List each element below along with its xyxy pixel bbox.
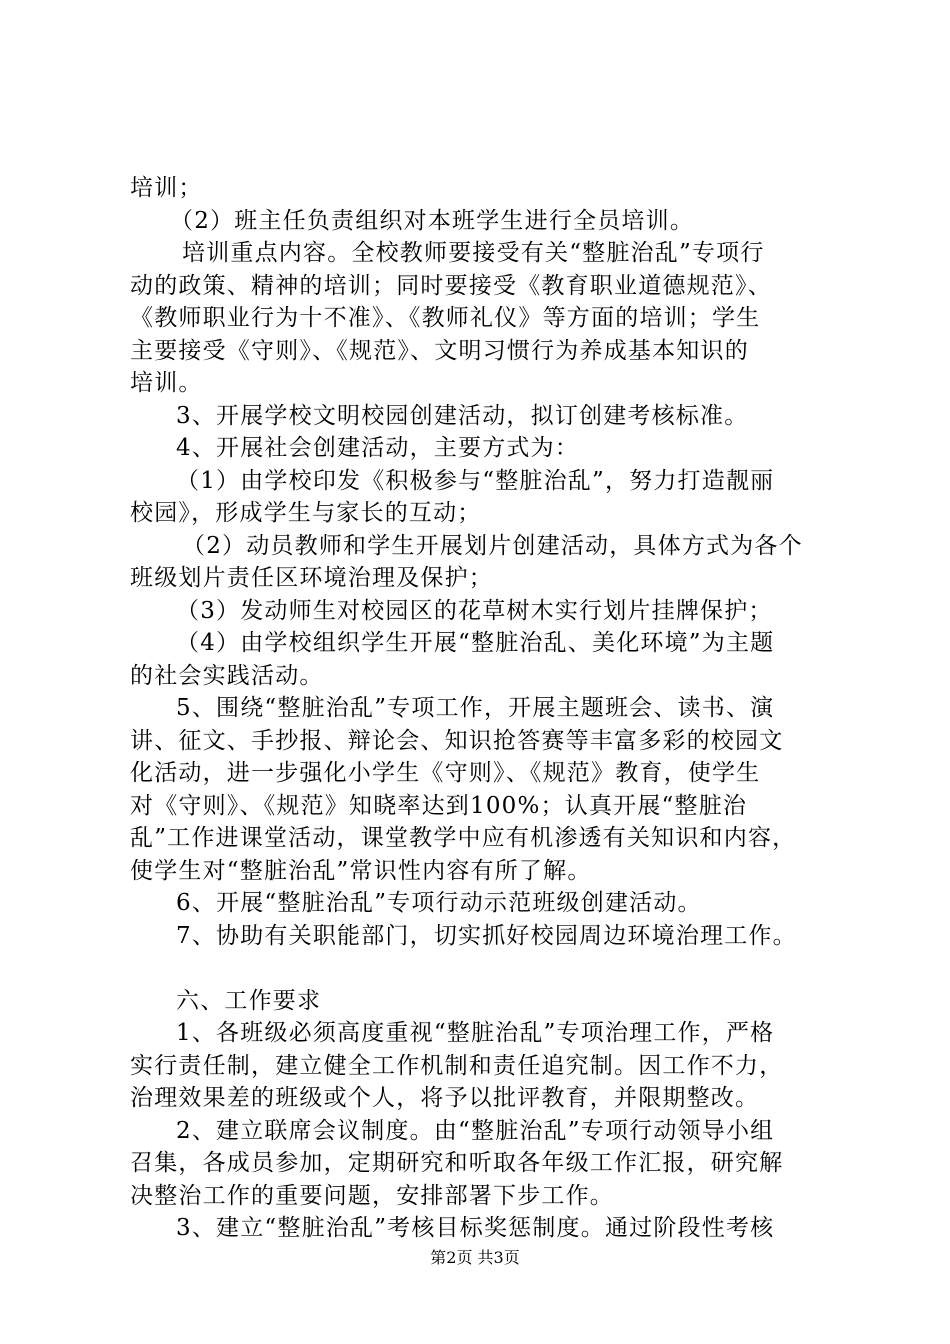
text-line: 治理效果差的班级或个人，将予以批评教育，并限期整改。	[130, 1085, 760, 1111]
text-line: 主要接受《守则》、《规范》、文明习惯行为养成基本知识的	[130, 337, 749, 364]
text-line: 4、开展社会创建活动，主要方式为：	[176, 435, 580, 461]
text-line: 实行责任制，建立健全工作机制和责任追究制。因工作不力，	[130, 1052, 784, 1079]
text-line: 3、建立“整脏治乱”考核目标奖惩制度。通过阶段性考核	[176, 1215, 775, 1241]
text-line: 培训；	[130, 175, 203, 201]
text-line: 2、建立联席会议制度。由“整脏治乱”专项行动领导小组	[176, 1117, 775, 1144]
text-line: （1）由学校印发《积极参与“整脏治乱”，努力打造靓丽	[176, 467, 775, 494]
text-line: 决整治工作的重要问题，安排部署下步工作。	[130, 1182, 614, 1209]
text-line: （2）班主任负责组织对本班学生进行全员培训。	[170, 207, 695, 234]
text-line: 使学生对“整脏治乱”常识性内容有所了解。	[130, 857, 592, 884]
text-line: 7、协助有关职能部门，切实抓好校园周边环境治理工作。	[176, 922, 797, 949]
text-line: 1、各班级必须高度重视“整脏治乱”专项治理工作，严格	[176, 1020, 775, 1046]
text-line: 培训。	[130, 370, 203, 396]
text-line: 校园》，形成学生与家长的互动；	[130, 500, 482, 526]
text-line: （4）由学校组织学生开展“整脏治乱、美化环境”为主题	[176, 630, 775, 656]
text-line: 召集，各成员参加，定期研究和听取各年级工作汇报，研究解	[130, 1150, 784, 1176]
text-line: （3）发动师生对校园区的花草树木实行划片挂牌保护；	[176, 597, 773, 624]
text-line: （2）动员教师和学生开展划片创建活动，具体方式为各个	[182, 532, 803, 559]
text-line: 班级划片责任区环境治理及保护；	[130, 565, 493, 591]
text-line: 的社会实践活动。	[130, 662, 324, 689]
text-line: 5、围绕“整脏治乱”专项工作，开展主题班会、读书、演	[176, 695, 775, 721]
page-footer: 第2页 共3页	[430, 1248, 520, 1267]
text-line: 六、工作要求	[176, 987, 322, 1014]
text-line: 6、开展“整脏治乱”专项行动示范班级创建活动。	[176, 890, 702, 916]
text-line: 培训重点内容。全校教师要接受有关“整脏治乱”专项行	[182, 240, 765, 266]
text-line: 乱”工作进课堂活动，课堂教学中应有机渗透有关知识和内容，	[130, 825, 797, 851]
text-line: 《教师职业行为十不准》、《教师礼仪》等方面的培训；学生	[130, 305, 761, 331]
document-body	[130, 172, 830, 1245]
text-line: 化活动，进一步强化小学生《守则》、《规范》教育，使学生	[130, 760, 761, 786]
text-line: 动的政策、精神的培训；同时要接受《教育职业道德规范》、	[130, 272, 772, 299]
text-line: 讲、征文、手抄报、辩论会、知识抢答赛等丰富多彩的校园文	[130, 727, 784, 754]
text-line: 对《守则》、《规范》知晓率达到100%；认真开展“整脏治	[130, 792, 748, 819]
text-line: 3、开展学校文明校园创建活动，拟订创建考核标准。	[176, 402, 749, 429]
blank-line	[130, 952, 830, 985]
